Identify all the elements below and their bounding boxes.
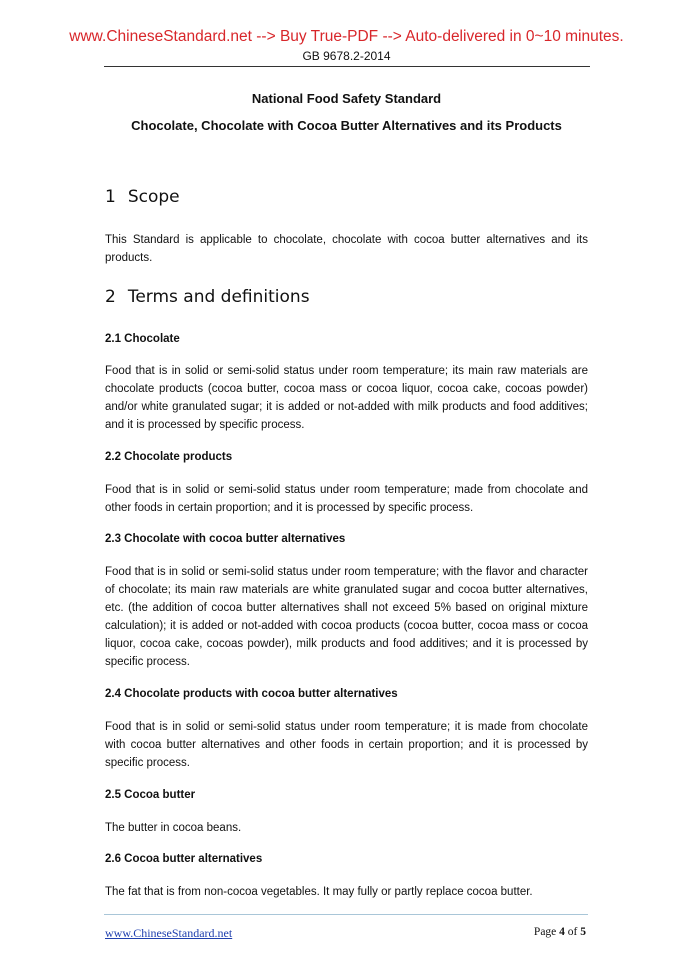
term-definition: The butter in cocoa beans.: [105, 822, 242, 834]
page-indicator: [534, 926, 586, 938]
term-definition: Food that is in solid or semi-solid status under room temperature; made from chocolate and other foods in certain proportion; and it is processed by specific process.: [105, 484, 588, 514]
term-heading: 2.3 Chocolate with cocoa butter alternatives: [105, 533, 346, 545]
term-definition: Food that is in solid or semi-solid status under room temperature; it is made from chocolate with cocoa butter alternatives and other foods in certain proportion; and it is processed by specific process.: [105, 721, 588, 769]
section-heading-scope: [105, 187, 192, 207]
footer-rule: [104, 914, 588, 915]
term-heading: 2.6 Cocoa butter alternatives: [105, 853, 263, 865]
total-pages: 5: [580, 926, 586, 938]
term-heading: 2.4 Chocolate products with cocoa butter alternatives: [105, 688, 398, 700]
section-number: 2: [105, 287, 116, 307]
header-rule: [104, 66, 590, 67]
term-definition: The fat that is from non-cocoa vegetables. It may fully or partly replace cocoa butter.: [105, 886, 533, 898]
term-definition: Food that is in solid or semi-solid status under room temperature; its main raw materials are chocolate products (cocoa butter, cocoa mass or cocoa liquor, cocoa cake, cocoas powder) and/or white granulated sugar; it is added or not-added with milk products and food additives; and it is processed by specific process.: [105, 365, 588, 431]
term-heading: 2.1 Chocolate: [105, 333, 180, 345]
section-title: Terms and definitions: [127, 287, 310, 307]
scope-paragraph: This Standard is applicable to chocolate, chocolate with cocoa butter alternatives and its products.: [105, 234, 588, 264]
footer-website-link[interactable]: www.ChineseStandard.net: [105, 926, 233, 940]
standard-number: GB 9678.2-2014: [302, 49, 391, 63]
promo-banner-link[interactable]: www.ChineseStandard.net --> Buy True-PDF --> Auto-delivered in 0~10 minutes.: [69, 28, 624, 45]
document-subtitle: Chocolate, Chocolate with Cocoa Butter Alternatives and its Products: [131, 118, 562, 133]
section-title: Scope: [127, 187, 180, 207]
page-label: Page: [533, 926, 560, 938]
of-label: of: [564, 926, 581, 938]
term-heading: 2.2 Chocolate products: [105, 451, 233, 463]
section-heading-terms: [105, 287, 322, 307]
section-number: 1: [105, 187, 116, 207]
document-title: National Food Safety Standard: [251, 91, 442, 106]
current-page: 4: [559, 926, 565, 938]
term-definition: Food that is in solid or semi-solid status under room temperature; with the flavor and character of chocolate; its main raw materials are white granulated sugar and cocoa butter alternatives, etc. (the addition of cocoa butter alternatives shall not exceed 5% based on original mixture calculation); it is added or not-added with cocoa products (cocoa butter, cocoa mass or cocoa liquor, cocoa cake, cocoas powder), milk products and food additives; and it is processed by specific process.: [105, 566, 588, 668]
term-heading: 2.5 Cocoa butter: [105, 789, 196, 801]
